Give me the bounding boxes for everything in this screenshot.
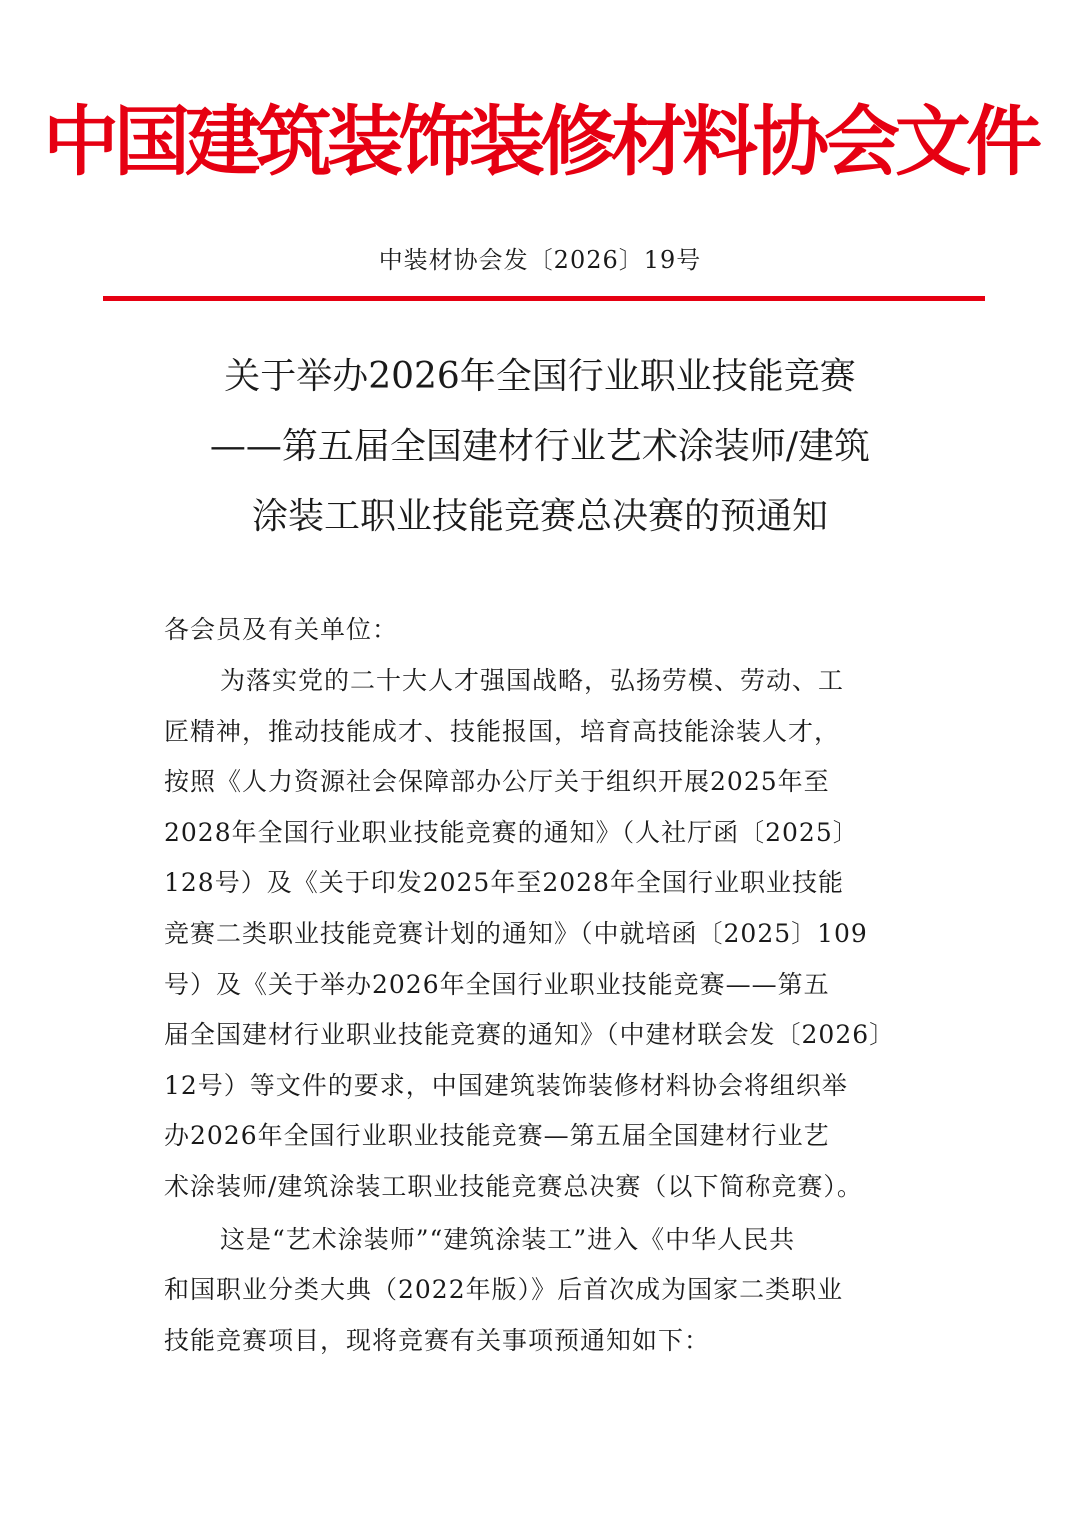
text-line: 技能竞赛项目，现将竞赛有关事项预通知如下：: [164, 1325, 711, 1355]
text-line: 2028年全国行业职业技能竞赛的通知》（人社厅函〔2025〕: [164, 817, 859, 847]
paragraph-1: [164, 656, 924, 1213]
title-line: ——第五届全国建材行业艺术涂装师/建筑: [209, 426, 871, 467]
title-line: 关于举办2026年全国行业职业技能竞赛: [224, 356, 856, 397]
salutation: 各会员及有关单位：: [164, 615, 399, 644]
red-divider-line: [103, 296, 985, 301]
text-line: 竞赛二类职业技能竞赛计划的通知》（中就培函〔2025〕109: [164, 918, 868, 948]
text-line: 和国职业分类大典（2022年版）》后首次成为国家二类职业: [164, 1275, 844, 1305]
document-masthead: 中国建筑装饰装修材料协会文件: [43, 97, 1037, 186]
text-line: 届全国建材行业职业技能竞赛的通知》（中建材联会发〔2026〕: [164, 1020, 896, 1050]
text-line: 按照《人力资源社会保障部办公厅关于组织开展2025年至: [164, 767, 830, 797]
text-line: 12号）等文件的要求，中国建筑装饰装修材料协会将组织举: [164, 1070, 848, 1100]
paragraph-2: [164, 1215, 924, 1367]
text-line: 为落实党的二十大人才强国战略，弘扬劳模、劳动、工: [220, 666, 845, 695]
text-line: 术涂装师/建筑涂装工职业技能竞赛总决赛（以下简称竞赛）。: [164, 1171, 863, 1201]
document-number: 中装材协会发〔2026〕19号: [378, 246, 702, 274]
text-line: 办2026年全国行业职业技能竞赛—第五届全国建材行业艺: [164, 1121, 830, 1151]
title-line: 涂装工职业技能竞赛总决赛的预通知: [251, 496, 828, 537]
text-line: 这是“艺术涂装师”“建筑涂装工”进入《中华人民共: [220, 1224, 796, 1254]
text-line: 128号）及《关于印发2025年至2028年全国行业职业技能: [164, 868, 844, 898]
document-title: [120, 342, 960, 552]
text-line: 匠精神，推动技能成才、技能报国，培育高技能涂装人才，: [164, 716, 841, 746]
document-body: [164, 604, 924, 1366]
text-line: 号）及《关于举办2026年全国行业职业技能竞赛——第五: [164, 969, 830, 999]
